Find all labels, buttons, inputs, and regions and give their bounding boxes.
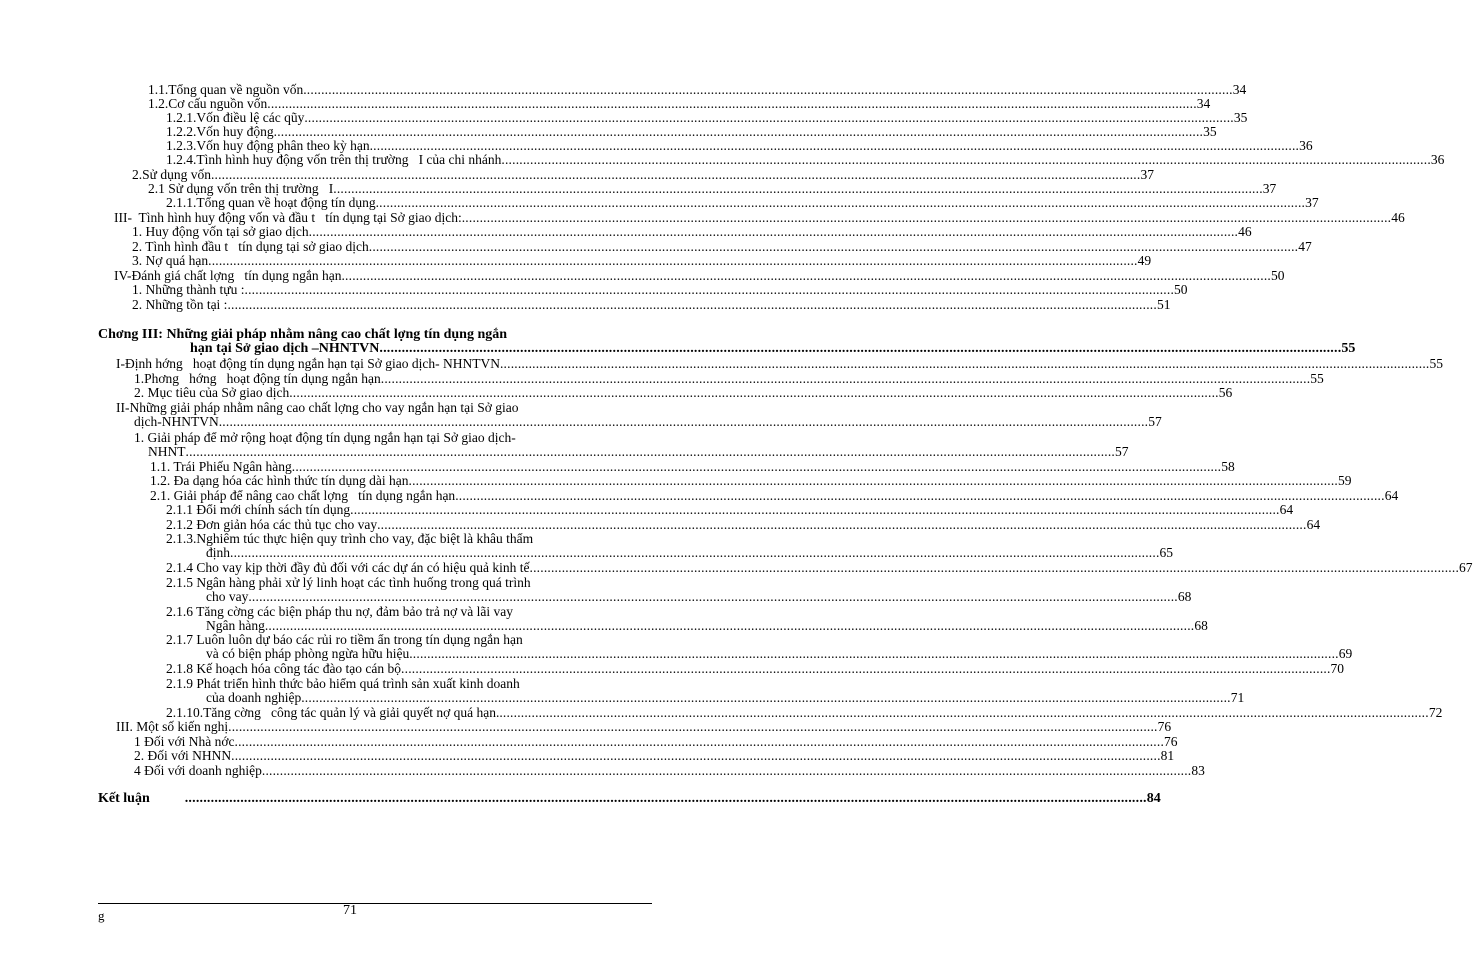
toc-entry [166, 676, 1245, 705]
toc-leader-dots: .................................................................................................................................................................................................................................................................... [408, 473, 1338, 488]
toc-entry-title: 2.1.4 Cho vay kịp thời đầy đủ đối với các dự án có hiệu quả kinh tế [166, 560, 530, 575]
toc-leader-dots: .................................................................................................................................................................................................................................................................... [218, 414, 1149, 429]
toc-entry-title-line: 1. Giải pháp để mở rộng hoạt động tín dụng ngắn hạn tại Sở giao dịch- [134, 430, 516, 445]
toc-entry [116, 400, 1162, 429]
toc-entry-title: 1. Những thành tựu : [132, 282, 245, 297]
toc-entry-title: 2.1.1.Tổng quan về hoạt động tín dụng [166, 195, 376, 210]
toc-entry-title-line: 2.1.7 Luôn luôn dự báo các rủi ro tiềm ẩn trong tín dụng ngắn hạn [166, 632, 523, 647]
toc-entry [132, 253, 1152, 268]
toc-leader-dots: .................................................................................................................................................................................................................................................................... [264, 618, 1195, 633]
toc-page-number: 36 [1299, 138, 1313, 153]
toc-entry-title: NHNT [148, 444, 186, 459]
toc-entry-title: 1.2.4.Tình hình huy động vốn trên thị trường I của chi nhánh [166, 152, 502, 167]
toc-page-number: 72 [1428, 705, 1443, 720]
toc-entry [166, 110, 1248, 125]
toc-entry-title: 2. Tình hình đầu t tín dụng tại sở giao dịch [132, 239, 369, 254]
toc-entry-title: 1.2.3.Vốn huy động phân theo kỳ hạn [166, 138, 370, 153]
toc-entry [148, 181, 1277, 196]
toc-entry-title: 2.Sử dụng vốn [132, 167, 211, 182]
toc-leader-dots: .................................................................................................................................................................................................................................................................... [455, 488, 1385, 503]
toc-entry-title: định [206, 545, 231, 560]
toc-page-number: 55 [1429, 356, 1443, 371]
toc-entry [166, 517, 1321, 532]
toc-entry-title: IV-Đánh giá chất lợng tín dụng ngắn hạn [114, 268, 342, 283]
toc-leader-dots: .................................................................................................................................................................................................................................................................... [350, 502, 1280, 517]
toc-page-number: 57 [1148, 414, 1162, 429]
toc-entry [134, 371, 1324, 386]
toc-entry-title: 2.1. Giải pháp để nâng cao chất lợng tín dụng ngắn hạn [150, 488, 456, 503]
toc-leader-dots: .................................................................................................................................................................................................................................................................... [210, 167, 1141, 182]
toc-entry-title: hạn tại Sở giao dịch –NHNTVN [190, 341, 380, 356]
toc-entry-title: 2.1.10.Tăng cờng công tác quản lý và giải quyết nợ quá hạn. [166, 705, 500, 720]
toc-page-number: 83 [1191, 763, 1205, 778]
toc-entry-title-line: 2.1.6 Tăng cờng các biện pháp thu nợ, đảm bảo trả nợ và lãi vay [166, 604, 513, 619]
toc-entry [114, 268, 1285, 283]
toc-entry-title: và có biện pháp phòng ngừa hữu hiệu [206, 646, 410, 661]
toc-page-number: 36 [1430, 152, 1445, 167]
toc-leader-dots: .................................................................................................................................................................................................................................................................... [304, 110, 1234, 125]
toc-leader-dots: .................................................................................................................................................................................................................................................................... [529, 560, 1460, 575]
toc-page-number: 57 [1115, 444, 1129, 459]
toc-page-number: 46 [1238, 224, 1252, 239]
toc-page-number: 64 [1306, 517, 1321, 532]
toc-entry [132, 282, 1188, 297]
toc-entry-title: 1.2. Đa dạng hóa các hình thức tín dụng dài hạn [150, 473, 409, 488]
toc-entry [114, 210, 1405, 225]
toc-page-number: 65 [1159, 545, 1174, 560]
toc-chapter-entry [98, 327, 1356, 356]
toc-page-number: 55 [1341, 341, 1356, 356]
toc-page-number: 50 [1174, 282, 1188, 297]
toc-leader-dots: .................................................................................................................................................................................................................................................................... [231, 748, 1161, 763]
toc-leader-dots: .................................................................................................................................................................................................................................................................... [227, 297, 1157, 312]
toc-page-number: 46 [1391, 210, 1405, 225]
toc-leader-dots: .................................................................................................................................................................................................................................................................... [401, 661, 1331, 676]
toc-entry [166, 531, 1174, 560]
toc-leader-dots: .................................................................................................................................................................................................................................................................... [461, 210, 1392, 225]
toc-leader-dots: .................................................................................................................................................................................................................................................................... [208, 253, 1138, 268]
toc-entry [132, 224, 1252, 239]
toc-entry-title: 2.1.2 Đơn giản hóa các thủ tục cho vay [166, 517, 378, 532]
toc-entry-title-line: 2.1.3.Nghiêm túc thực hiện quy trình cho vay, đặc biệt là khâu thẩm [166, 531, 534, 546]
toc-entry-title: 2.1.1 Đổi mới chính sách tín dụng [166, 502, 351, 517]
toc-entry [132, 239, 1312, 254]
toc-page-number: 50 [1270, 268, 1285, 283]
toc-page-number: 47 [1298, 239, 1312, 254]
toc-leader-dots: .................................................................................................................................................................................................................................................................... [185, 444, 1115, 459]
toc-entry-title: 1.1. Trái Phiếu Ngân hàng [150, 459, 292, 474]
toc-page-number: 51 [1156, 297, 1171, 312]
toc-entry [150, 488, 1399, 503]
toc-entry-title: 2. Những tồn tại : [132, 297, 228, 312]
toc-entry [166, 124, 1217, 139]
toc-entry [134, 385, 1233, 400]
toc-page-number: 58 [1221, 459, 1235, 474]
toc-entry-title: cho vay [206, 589, 249, 604]
toc-entry-title: 2.1 Sử dụng vốn trên thị trường I [148, 181, 334, 196]
toc-entry [134, 734, 1178, 749]
toc-entry-title-line: 2.1.5 Ngân hàng phải xử lý linh hoạt các tình huống trong quá trình [166, 575, 531, 590]
toc-page-number: 81 [1160, 748, 1175, 763]
toc-page-number: 49 [1137, 253, 1152, 268]
toc-entry-title: 2.1.8 Kế hoạch hóa công tác đào tạo cán bộ [166, 661, 402, 676]
toc-page-number: 59 [1338, 473, 1352, 488]
toc-entry [134, 763, 1205, 778]
toc-leader-dots: .................................................................................................................................................................................................................................................................... [380, 371, 1311, 386]
toc-leader-dots: .................................................................................................................................................................................................................................................................... [234, 734, 1165, 749]
toc-leader-dots: .................................................................................................................................................................................................................................................................... [333, 181, 1263, 196]
toc-entry [148, 82, 1247, 97]
toc-entry-title: 1 Đối với Nhà nớc [134, 734, 235, 749]
toc-page-number: 70 [1330, 661, 1345, 676]
toc-leader-dots: .................................................................................................................................................................................................................................................................... [267, 96, 1197, 111]
footer-page-number: 71 [343, 903, 357, 918]
toc-entry-title-line: II-Những giải pháp nhằm nâng cao chất lợng cho vay ngắn hạn tại Sở giao [116, 400, 519, 415]
toc-page-number: 76 [1157, 719, 1172, 734]
toc-entry [166, 152, 1445, 167]
toc-leader-dots: .................................................................................................................................................................................................................................................................... [303, 82, 1233, 97]
toc-entry-title: 1. Huy động vốn tại sở giao dịch [132, 224, 309, 239]
toc-entry [132, 167, 1154, 182]
toc-leader-dots: .................................................................................................................................................................................................................................................................... [375, 195, 1306, 210]
toc-entry-title: 2. Mục tiêu của Sở giao dịch [134, 385, 290, 400]
toc-leader-dots: .................................................................................................................................................................................................................................................................... [379, 341, 1342, 356]
toc-entry [148, 96, 1211, 111]
toc-page-number: 34 [1196, 96, 1211, 111]
toc-entry-title: 1.2.Cơ cấu nguồn vốn [148, 96, 268, 111]
toc-page-number: 68 [1177, 589, 1192, 604]
toc-entry-title: của doanh nghiệp [206, 690, 302, 705]
toc-leader-dots: .................................................................................................................................................................................................................................................................... [341, 268, 1271, 283]
toc-page-number: 37 [1305, 195, 1319, 210]
toc-page-number: 67 [1459, 560, 1473, 575]
toc-leader-dots: .................................................................................................................................................................................................................................................................... [248, 589, 1178, 604]
toc-entry [134, 430, 1129, 459]
toc-chapter-entry [98, 791, 1161, 806]
toc-page-number: 34 [1232, 82, 1247, 97]
toc-entry [150, 473, 1352, 488]
toc-page-number: 76 [1164, 734, 1178, 749]
toc-entry [132, 297, 1171, 312]
toc-entry [166, 632, 1353, 661]
toc-entry-title: 2. Đối với NHNN [134, 748, 232, 763]
toc-leader-dots: .................................................................................................................................................................................................................................................................... [501, 152, 1431, 167]
toc-page-number: 64 [1279, 502, 1294, 517]
toc-entry-title: 1.1.Tổng quan về nguồn vốn [148, 82, 304, 97]
toc-leader-dots: .................................................................................................................................................................................................................................................................... [230, 545, 1160, 560]
toc-page-number: 35 [1203, 124, 1217, 139]
toc-entry [150, 459, 1235, 474]
toc-entry-title: Ngân hàng [206, 618, 265, 633]
toc-entry [166, 138, 1313, 153]
footer-left-mark: g [98, 908, 105, 923]
toc-page-number: 37 [1140, 167, 1154, 182]
toc-leader-dots: .................................................................................................................................................................................................................................................................... [291, 459, 1222, 474]
toc-leader-dots: .................................................................................................................................................................................................................................................................... [377, 517, 1307, 532]
toc-page-number: 68 [1194, 618, 1208, 633]
toc-leader-dots: .................................................................................................................................................................................................................................................................... [369, 138, 1300, 153]
toc-entry-title: 1.Phơng hớng hoạt động tín dụng ngắn hạn [134, 371, 381, 386]
toc-entry-title: 1.2.1.Vốn điều lệ các qũy [166, 110, 305, 125]
toc-leader-dots: .................................................................................................................................................................................................................................................................... [261, 763, 1192, 778]
toc-entry [166, 661, 1345, 676]
toc-entry-title-line: 2.1.9 Phát triển hình thức bảo hiểm quá trình sản xuất kinh doanh [166, 676, 520, 691]
toc-leader-dots: .................................................................................................................................................................................................................................................................... [273, 124, 1204, 139]
toc-entry [134, 748, 1175, 763]
toc-entry-title: III- Tình hình huy động vốn và đầu t tín dụng tại Sở giao dịch: [114, 210, 462, 225]
toc-page-number: 64 [1384, 488, 1399, 503]
toc-leader-dots: .................................................................................................................................................................................................................................................................... [368, 239, 1299, 254]
toc-entry-title: III. Một số kiến nghị [116, 719, 229, 734]
toc-leader-dots: .................................................................................................................................................................................................................................................................... [184, 791, 1147, 806]
toc-leader-dots: .................................................................................................................................................................................................................................................................... [499, 705, 1429, 720]
toc-page-number: 84 [1146, 791, 1161, 806]
toc-entry [166, 502, 1294, 517]
toc-leader-dots: .................................................................................................................................................................................................................................................................... [301, 690, 1231, 705]
toc-entry-title: 1.2.2.Vốn huy động [166, 124, 274, 139]
toc-leader-dots: .................................................................................................................................................................................................................................................................... [409, 646, 1339, 661]
toc-page-number: 69 [1338, 646, 1353, 661]
toc-entry [116, 719, 1172, 734]
toc-page-number: 56 [1218, 385, 1233, 400]
toc-leader-dots: .................................................................................................................................................................................................................................................................... [499, 356, 1430, 371]
toc-entry [116, 356, 1443, 371]
toc-leader-dots: .................................................................................................................................................................................................................................................................... [289, 385, 1219, 400]
toc-entry [166, 195, 1319, 210]
toc-leader-dots: .................................................................................................................................................................................................................................................................... [228, 719, 1158, 734]
toc-entry-title: 3. Nợ quá hạn [132, 253, 209, 268]
toc-entry [166, 705, 1443, 720]
toc-entry [166, 575, 1192, 604]
toc-entry-title-line: Chơng III: Những giải pháp nhằm nâng cao chất lợng tín dụng ngắn [98, 327, 508, 342]
toc-page-number: 71 [1230, 690, 1245, 705]
toc-leader-dots: .................................................................................................................................................................................................................................................................... [244, 282, 1175, 297]
toc-entry-title: I-Định hớng hoạt động tín dụng ngắn hạn tại Sở giao dịch- NHNTVN [116, 356, 500, 371]
toc-leader-dots: .................................................................................................................................................................................................................................................................... [308, 224, 1239, 239]
toc-entry [166, 560, 1473, 575]
toc-page-number: 55 [1310, 371, 1324, 386]
toc-entry-title: Kết luận [98, 791, 185, 806]
toc-entry-title: dịch-NHNTVN [134, 414, 219, 429]
toc-entry [166, 604, 1208, 633]
toc-page-number: 37 [1262, 181, 1277, 196]
toc-entry-title: 4 Đối với doanh nghiệp [134, 763, 262, 778]
toc-page-number: 35 [1233, 110, 1248, 125]
